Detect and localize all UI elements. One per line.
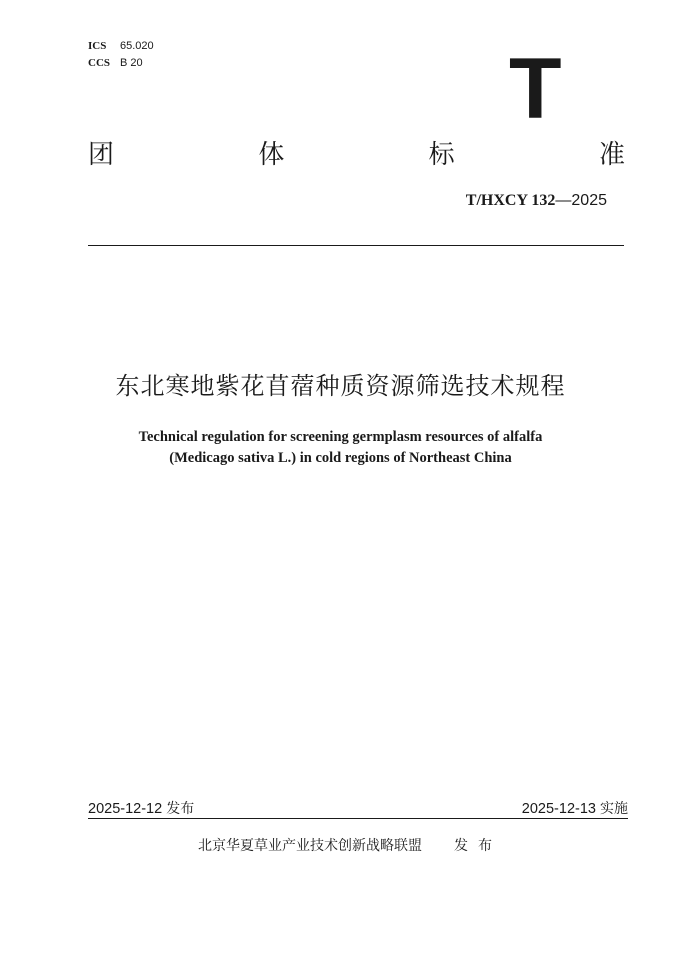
standard-type-char: 体 <box>258 140 285 170</box>
standard-number-dash: — <box>555 192 572 209</box>
header-divider <box>88 245 624 246</box>
standard-number-prefix: T/HXCY 132 <box>465 192 556 209</box>
ccs-label: CCS <box>88 57 111 69</box>
implement-label: 实施 <box>600 801 628 817</box>
implement-date-group <box>522 798 628 818</box>
publish-date: 2025-12-12 <box>88 801 163 817</box>
document-title-chinese: 东北寒地紫花苜蓿种质资源筛选技术规程 <box>115 372 566 400</box>
footer-divider <box>88 818 628 819</box>
issuer-line <box>198 835 502 855</box>
standard-type-char: 准 <box>598 140 625 170</box>
document-title-english <box>0 427 681 469</box>
publish-label: 发布 <box>166 801 195 817</box>
ccs-row <box>88 55 154 72</box>
standard-type-heading <box>88 138 625 172</box>
ics-row <box>88 38 154 55</box>
standard-letter-mark: T <box>509 41 562 137</box>
standard-type-char: 团 <box>88 140 115 170</box>
implement-date: 2025-12-13 <box>521 801 596 817</box>
ics-value: 65.020 <box>120 40 154 52</box>
english-title-line: Technical regulation for screening germplasm resources of alfalfa <box>138 429 543 445</box>
classification-codes <box>88 38 154 72</box>
standard-number <box>466 192 607 210</box>
date-row <box>88 798 628 818</box>
standard-number-year: 2025 <box>571 192 607 209</box>
issue-action: 发布 <box>454 838 502 854</box>
issuing-organization: 北京华夏草业产业技术创新战略联盟 <box>198 838 422 854</box>
english-title-line: (Medicago sativa L.) in cold regions of Northeast China <box>169 450 512 466</box>
standard-type-char: 标 <box>428 140 455 170</box>
publish-date-group <box>88 798 194 818</box>
ics-label: ICS <box>88 40 107 52</box>
ccs-value: B 20 <box>120 57 143 69</box>
